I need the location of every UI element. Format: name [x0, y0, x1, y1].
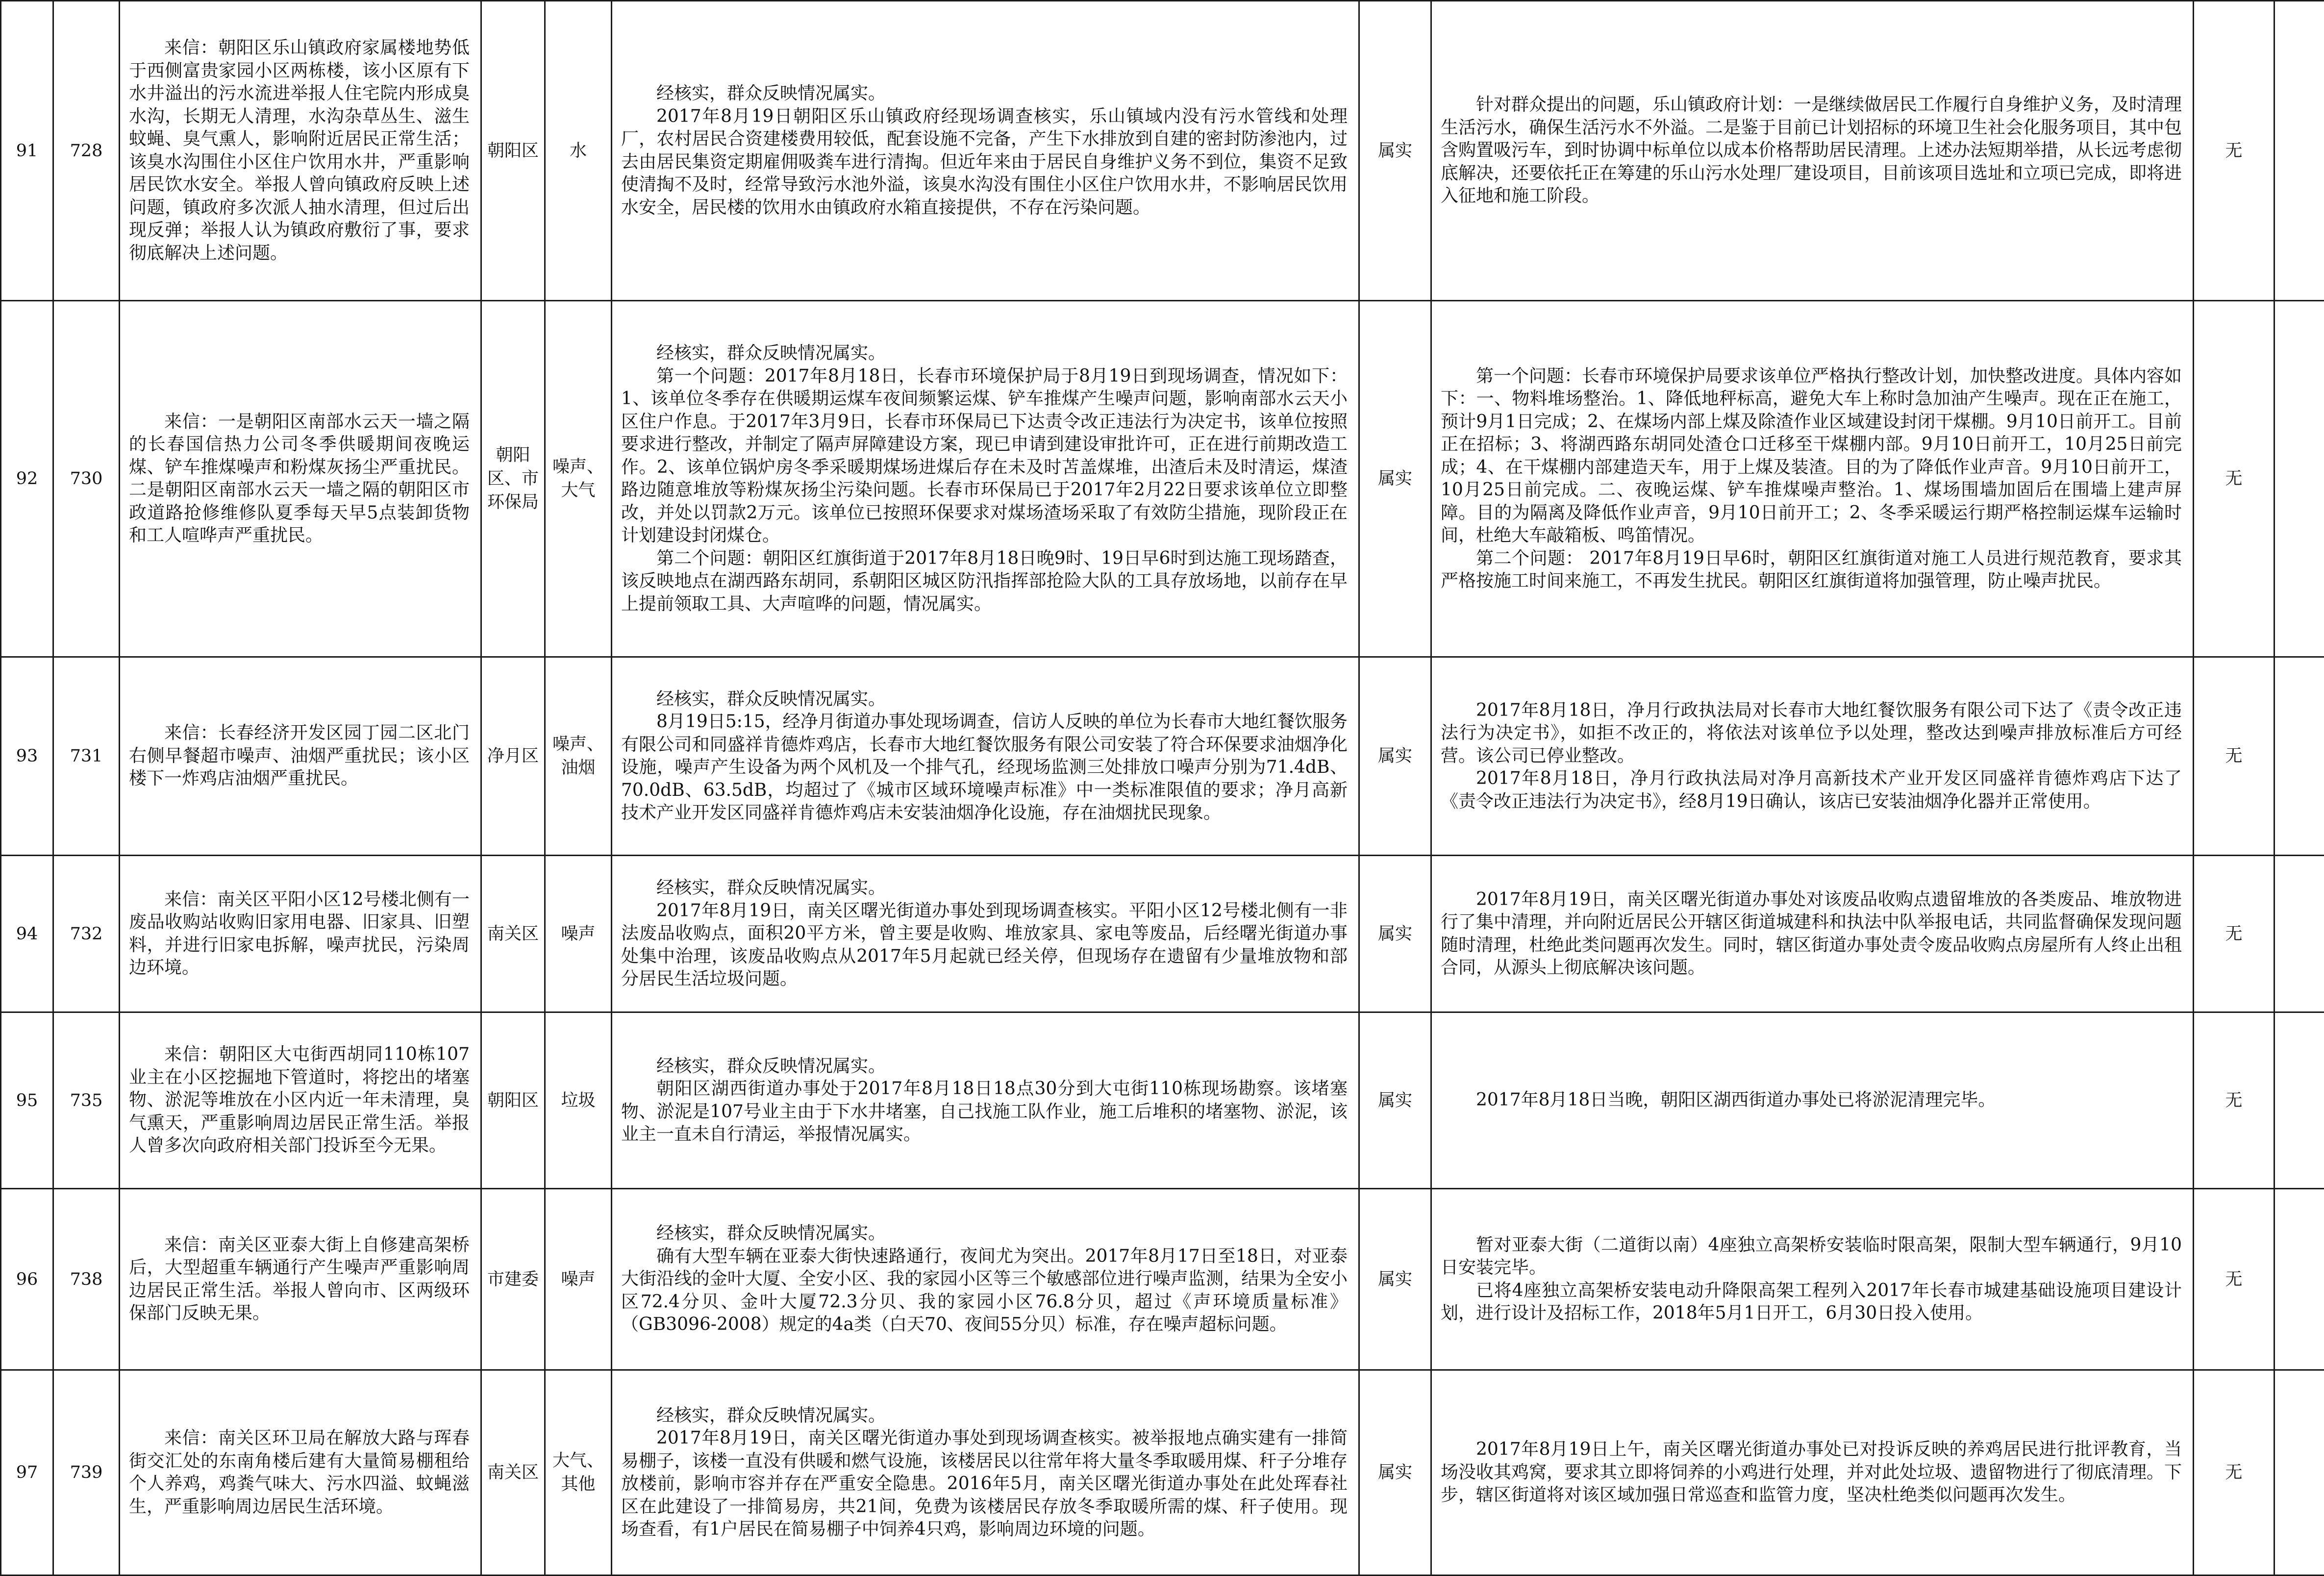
district-cell-text: 净月区	[482, 744, 544, 768]
accountability-cell-text: 无	[2194, 1461, 2274, 1484]
pollution-type-cell	[545, 1, 612, 301]
case-code-cell-text: 738	[54, 1268, 119, 1291]
verdict-cell-text: 属实	[1360, 139, 1430, 163]
complaint-cell	[120, 1189, 481, 1370]
accountability-cell	[2194, 657, 2274, 856]
district-cell	[481, 856, 545, 1012]
district-cell-text: 市建委	[482, 1268, 544, 1291]
district-cell	[481, 301, 545, 657]
case-code-cell	[53, 657, 120, 856]
pollution-type-cell	[545, 1012, 612, 1189]
row-number-cell	[1, 856, 53, 1012]
pollution-type-cell-text: 噪声	[546, 922, 611, 946]
pollution-type-cell-text: 噪声、油烟	[546, 733, 611, 780]
pollution-type-cell-text: 垃圾	[546, 1089, 611, 1112]
district-cell	[481, 1370, 545, 1576]
row-number-cell-text: 92	[1, 467, 52, 491]
accountability-cell	[2194, 1370, 2274, 1576]
findings-cell-paragraph: 朝阳区湖西街道办事处于2017年8月18日18点30分到大屯街110栋现场勘察。该堵塞物、淤泥是107号业主由于下水井堵塞，自己找施工队作业，施工后堆积的堵塞物、淤泥，该业主一直未自行清运，举报情况属实。	[621, 1078, 1348, 1146]
complaint-cell	[120, 1, 481, 301]
findings-cell-paragraph: 经核实，群众反映情况属实。	[621, 342, 1348, 365]
rectification-cell-paragraph: 2017年8月19日上午，南关区曙光街道办事处已对投诉反映的养鸡居民进行批评教育，当场没收其鸡窝，要求其立即将饲养的小鸡进行处理，并对此处垃圾、遗留物进行了彻底清理。下步，辖区街道将对该区域加强日常巡查和监管力度，坚决杜绝类似问题再次发生。	[1441, 1438, 2182, 1507]
findings-cell-paragraph: 经核实，群众反映情况属实。	[621, 688, 1348, 711]
table-row	[1, 1370, 2324, 1576]
row-number-cell-text: 95	[1, 1089, 52, 1112]
findings-cell	[612, 1370, 1359, 1576]
row-number-cell-text: 93	[1, 744, 52, 768]
findings-cell-paragraph: 2017年8月19日，南关区曙光街道办事处到现场调查核实。平阳小区12号楼北侧有一非法废品收购点，面积20平方米，曾主要是收购、堆放家具、家电等废品，后经曙光街道办事处集中治理，该废品收购点从2017年5月起就已经关停，但现场存在遗留有少量堆放物和部分居民生活垃圾问题。	[621, 900, 1348, 991]
complaint-cell	[120, 856, 481, 1012]
findings-cell	[612, 856, 1359, 1012]
verdict-cell	[1359, 1012, 1431, 1189]
accountability-cell-text: 无	[2194, 467, 2274, 491]
pollution-type-cell-text: 噪声	[546, 1268, 611, 1291]
case-code-cell-text: 731	[54, 744, 119, 768]
case-code-cell	[53, 1189, 120, 1370]
verdict-cell-text: 属实	[1360, 467, 1430, 491]
district-cell-text: 朝阳区	[482, 139, 544, 163]
verdict-cell	[1359, 1189, 1431, 1370]
verdict-cell-text: 属实	[1360, 1268, 1430, 1291]
rectification-cell	[1431, 1012, 2194, 1189]
verdict-cell	[1359, 1370, 1431, 1576]
accountability-cell-text: 无	[2194, 139, 2274, 163]
empty-cell	[2274, 856, 2324, 1012]
district-cell-text: 南关区	[482, 922, 544, 946]
empty-cell	[2274, 657, 2324, 856]
row-number-cell-text: 96	[1, 1268, 52, 1291]
empty-cell	[2274, 1370, 2324, 1576]
complaint-cell-paragraph: 来信：南关区平阳小区12号楼北侧有一废品收购站收购旧家用电器、旧家具、旧塑料，并进行旧家电拆解，噪声扰民，污染周边环境。	[129, 888, 470, 980]
pollution-type-cell	[545, 301, 612, 657]
findings-cell-paragraph: 经核实，群众反映情况属实。	[621, 877, 1348, 900]
accountability-cell	[2194, 1012, 2274, 1189]
rectification-cell-paragraph: 针对群众提出的问题，乐山镇政府计划：一是继续做居民工作履行自身维护义务，及时清理生活污水，确保生活污水不外溢。二是鉴于目前已计划招标的环境卫生社会化服务项目，其中包含购置吸污车，到时协调中标单位以成本价格帮助居民清理。上述办法短期举措，从长远考虑彻底解决，还要依托正在筹建的乐山污水处理厂建设项目，目前该项目选址和立项已完成，即将进入征地和施工阶段。	[1441, 94, 2182, 208]
row-number-cell-text: 94	[1, 922, 52, 946]
rectification-cell-paragraph: 暂对亚泰大街（二道街以南）4座独立高架桥安装临时限高架，限制大型车辆通行，9月10日安装完毕。	[1441, 1234, 2182, 1280]
accountability-cell	[2194, 1, 2274, 301]
complaint-cell-paragraph: 来信：一是朝阳区南部水云天一墙之隔的长春国信热力公司冬季供暖期间夜晚运煤、铲车推煤噪声和粉煤灰扬尘严重扰民。二是朝阳区南部水云天一墙之隔的朝阳区市政道路抢修维修队夏季每天早5点装卸货物和工人喧哗声严重扰民。	[129, 411, 470, 547]
findings-cell	[612, 657, 1359, 856]
complaint-cell-paragraph: 来信：南关区环卫局在解放大路与珲春街交汇处的东南角楼后建有大量简易棚租给个人养鸡，鸡粪气味大、污水四溢、蚊蝇滋生，严重影响周边居民生活环境。	[129, 1427, 470, 1518]
table-row	[1, 1, 2324, 301]
case-code-cell-text: 728	[54, 139, 119, 163]
findings-cell	[612, 1012, 1359, 1189]
findings-cell-paragraph: 2017年8月19日，南关区曙光街道办事处到现场调查核实。被举报地点确实建有一排简易棚子，该楼一直没有供暖和燃气设施，该楼居民以往常年将大量冬季取暖用煤、秆子分堆存放楼前，影响市容并存在严重安全隐患。2016年5月，南关区曙光街道办事处在此处珲春社区在此建设了一排简易房，共21间，免费为该楼居民存放冬季取暖所需的煤、秆子使用。现场查看，有1户居民在简易棚子中饲养4只鸡，影响周边环境的问题。	[621, 1427, 1348, 1541]
table-row	[1, 657, 2324, 856]
table-row	[1, 856, 2324, 1012]
case-code-cell	[53, 301, 120, 657]
complaint-cell-paragraph: 来信：南关区亚泰大街上自修建高架桥后，大型超重车辆通行产生噪声严重影响周边居民正常生活。举报人曾向市、区两级环保部门反映无果。	[129, 1234, 470, 1325]
rectification-cell	[1431, 856, 2194, 1012]
empty-cell	[2274, 1, 2324, 301]
row-number-cell	[1, 1370, 53, 1576]
empty-cell	[2274, 1189, 2324, 1370]
pollution-type-cell	[545, 1189, 612, 1370]
district-cell-text: 南关区	[482, 1461, 544, 1484]
table-row	[1, 1189, 2324, 1370]
pollution-type-cell-text: 大气、其他	[546, 1449, 611, 1496]
findings-cell	[612, 1189, 1359, 1370]
verdict-cell-text: 属实	[1360, 922, 1430, 946]
complaint-cell	[120, 1370, 481, 1576]
district-cell	[481, 1012, 545, 1189]
complaint-cell-paragraph: 来信：朝阳区大屯街西胡同110栋107业主在小区挖掘地下管道时，将挖出的堵塞物、淤泥等堆放在小区内近一年未清理，臭气熏天，严重影响周边居民正常生活。举报人曾多次向政府相关部门投诉至今无果。	[129, 1043, 470, 1157]
pollution-type-cell	[545, 856, 612, 1012]
verdict-cell	[1359, 856, 1431, 1012]
row-number-cell	[1, 301, 53, 657]
rectification-cell-paragraph: 2017年8月18日当晚，朝阳区湖西街道办事处已将淤泥清理完毕。	[1441, 1089, 2182, 1112]
case-code-cell-text: 735	[54, 1089, 119, 1112]
accountability-cell	[2194, 301, 2274, 657]
case-code-cell	[53, 1, 120, 301]
accountability-cell	[2194, 856, 2274, 1012]
complaint-cell	[120, 301, 481, 657]
empty-cell	[2274, 301, 2324, 657]
findings-cell	[612, 301, 1359, 657]
district-cell	[481, 1189, 545, 1370]
findings-cell-paragraph: 2017年8月19日朝阳区乐山镇政府经现场调查核实，乐山镇域内没有污水管线和处理厂，农村居民合资建楼费用较低，配套设施不完备，产生下水排放到自建的密封防渗池内，过去由居民集资定期雇佣吸粪车进行清掏。但近年来由于居民自身维护义务不到位，集资不足致使清掏不及时，经常导致污水池外溢，该臭水沟没有围住小区住户饮用水井，不影响居民饮用水安全，居民楼的饮用水由镇政府水箱直接提供，不存在污染问题。	[621, 105, 1348, 220]
district-cell	[481, 1, 545, 301]
findings-cell	[612, 1, 1359, 301]
verdict-cell	[1359, 301, 1431, 657]
rectification-cell-paragraph: 2017年8月18日，净月行政执法局对长春市大地红餐饮服务有限公司下达了《责令改正违法行为决定书》，如拒不改正的，将依法对该单位予以处理，整改达到噪声排放标准后方可经营。该公司已停业整改。	[1441, 699, 2182, 768]
findings-cell-paragraph: 经核实，群众反映情况属实。	[621, 1055, 1348, 1078]
accountability-cell-text: 无	[2194, 922, 2274, 946]
district-cell	[481, 657, 545, 856]
complaint-cell-paragraph: 来信：朝阳区乐山镇政府家属楼地势低于西侧富贵家园小区两栋楼，该小区原有下水井溢出的污水流进举报人住宅院内形成臭水沟，长期无人清理，水沟杂草丛生、滋生蚊蝇、臭气熏人，影响附近居民正常生活；该臭水沟围住小区住户饮用水井，严重影响居民饮水安全。举报人曾向镇政府反映上述问题，镇政府多次派人抽水清理，但过后出现反弹；举报人认为镇政府敷衍了事，要求彻底解决上述问题。	[129, 37, 470, 265]
district-cell-text: 朝阳区、市环保局	[482, 443, 544, 514]
pollution-type-cell-text: 水	[546, 139, 611, 163]
table-row	[1, 1012, 2324, 1189]
rectification-cell-paragraph: 第一个问题：长春市环境保护局要求该单位严格执行整改计划，加快整改进度。具体内容如下：一、物料堆场整治。1、降低地秤标高，避免大车上称时急加油产生噪声。现在正在施工，预计9月1日完成；2、在煤场内部上煤及除渣作业区域建设封闭干煤棚。9月10日前开工。目前正在招标；3、将湖西路东胡同处渣仓口迁移至干煤棚内部。9月10日前开工，10月25日前完成；4、在干煤棚内部建造天车，用于上煤及装渣。目的为了降低作业声音。9月10日前开工，10月25日前完成。二、夜晚运煤、铲车推煤噪声整治。1、煤场围墙加固后在围墙上建声屏障。目的为隔离及降低作业声音，9月10日前开工；2、冬季采暖运行期严格控制运煤车运输时间，杜绝大车敲箱板、鸣笛情况。	[1441, 365, 2182, 547]
case-code-cell-text: 739	[54, 1461, 119, 1484]
complaint-cell-paragraph: 来信：长春经济开发区园丁园二区北门右侧早餐超市噪声、油烟严重扰民；该小区楼下一炸鸡店油烟严重扰民。	[129, 722, 470, 790]
findings-cell-paragraph: 第二个问题：朝阳区红旗街道于2017年8月18日晚9时、19日早6时到达施工现场踏查，该反映地点在湖西路东胡同，系朝阳区城区防汛指挥部抢险大队的工具存放场地，以前存在早上提前领取工具、大声喧哗的问题，情况属实。	[621, 547, 1348, 616]
findings-cell-paragraph: 经核实，群众反映情况属实。	[621, 82, 1348, 105]
district-cell-text: 朝阳区	[482, 1089, 544, 1112]
table-row	[1, 301, 2324, 657]
complaint-cell	[120, 1012, 481, 1189]
rectification-cell	[1431, 657, 2194, 856]
findings-cell-paragraph: 确有大型车辆在亚泰大街快速路通行，夜间尤为突出。2017年8月17日至18日，对亚泰大街沿线的金叶大厦、全安小区、我的家园小区等三个敏感部位进行噪声监测，结果为全安小区72.4分贝、金叶大厦72.3分贝、我的家园小区76.8分贝，超过《声环境质量标准》（GB3096-2008）规定的4a类（白天70、夜间55分贝）标准，存在噪声超标问题。	[621, 1245, 1348, 1336]
pollution-type-cell	[545, 1370, 612, 1576]
accountability-cell-text: 无	[2194, 1268, 2274, 1291]
rectification-cell-paragraph: 已将4座独立高架桥安装电动升降限高架工程列入2017年长春市城建基础设施项目建设计划，进行设计及招标工作，2018年5月1日开工，6月30日投入使用。	[1441, 1280, 2182, 1325]
verdict-cell-text: 属实	[1360, 744, 1430, 768]
findings-cell-paragraph: 经核实，群众反映情况属实。	[621, 1404, 1348, 1428]
row-number-cell-text: 91	[1, 139, 52, 163]
findings-cell-paragraph: 第一个问题：2017年8月18日，长春市环境保护局于8月19日到现场调查，情况如下：1、该单位冬季存在供暖期运煤车夜间频繁运煤、铲车推煤产生噪声问题，影响南部水云天小区住户作息。于2017年3月9日，长春市环保局已下达责令改正违法行为决定书，该单位按照要求进行整改，并制定了隔声屏障建设方案，现已申请到建设审批许可，正在进行前期改造工作。2、该单位锅炉房冬季采暖期煤场进煤后存在未及时苫盖煤堆，出渣后未及时清运，煤渣路边随意堆放等粉煤灰扬尘污染问题。长春市环保局已于2017年2月22日要求该单位立即整改，并处以罚款2万元。该单位已按照环保要求对煤场渣场采取了有效防尘措施，现阶段正在计划建设封闭煤仓。	[621, 365, 1348, 547]
complaint-cell	[120, 657, 481, 856]
case-code-cell	[53, 1370, 120, 1576]
verdict-cell	[1359, 1, 1431, 301]
rectification-cell	[1431, 1189, 2194, 1370]
rectification-cell	[1431, 1370, 2194, 1576]
case-code-cell-text: 732	[54, 922, 119, 946]
row-number-cell	[1, 657, 53, 856]
case-code-cell-text: 730	[54, 467, 119, 491]
accountability-cell	[2194, 1189, 2274, 1370]
case-code-cell	[53, 1012, 120, 1189]
rectification-cell-paragraph: 2017年8月18日，净月行政执法局对净月高新技术产业开发区同盛祥肯德炸鸡店下达了《责令改正违法行为决定书》，经8月19日确认，该店已安装油烟净化器并正常使用。	[1441, 767, 2182, 813]
findings-cell-paragraph: 8月19日5:15，经净月街道办事处现场调查，信访人反映的单位为长春市大地红餐饮服务有限公司和同盛祥肯德炸鸡店，长春市大地红餐饮服务有限公司安装了符合环保要求油烟净化设施，噪声产生设备为两个风机及一个排气孔，经现场监测三处排放口噪声分别为71.4dB、70.0dB、63.5dB，均超过了《城市区域环境噪声标准》中一类标准限值的要求；净月高新技术产业开发区同盛祥肯德炸鸡店未安装油烟净化设施，存在油烟扰民现象。	[621, 711, 1348, 825]
rectification-cell	[1431, 301, 2194, 657]
row-number-cell-text: 97	[1, 1461, 52, 1484]
empty-cell	[2274, 1012, 2324, 1189]
findings-cell-paragraph: 经核实，群众反映情况属实。	[621, 1222, 1348, 1245]
pollution-type-cell	[545, 657, 612, 856]
row-number-cell	[1, 1012, 53, 1189]
row-number-cell	[1, 1189, 53, 1370]
row-number-cell	[1, 1, 53, 301]
accountability-cell-text: 无	[2194, 1089, 2274, 1112]
rectification-cell-paragraph: 第二个问题： 2017年8月19日早6时，朝阳区红旗街道对施工人员进行规范教育，要求其严格按施工时间来施工，不再发生扰民。朝阳区红旗街道将加强管理，防止噪声扰民。	[1441, 547, 2182, 593]
case-code-cell	[53, 856, 120, 1012]
rectification-cell	[1431, 1, 2194, 301]
accountability-cell-text: 无	[2194, 744, 2274, 768]
verdict-cell	[1359, 657, 1431, 856]
pollution-type-cell-text: 噪声、大气	[546, 455, 611, 502]
verdict-cell-text: 属实	[1360, 1461, 1430, 1484]
rectification-cell-paragraph: 2017年8月19日，南关区曙光街道办事处对该废品收购点遗留堆放的各类废品、堆放物进行了集中清理，并向附近居民公开辖区街道城建科和执法中队举报电话，共同监督确保发现问题随时清理，杜绝此类问题再次发生。同时，辖区街道办事处责令废品收购点房屋所有人终止出租合同，从源头上彻底解决该问题。	[1441, 888, 2182, 980]
verdict-cell-text: 属实	[1360, 1089, 1430, 1112]
